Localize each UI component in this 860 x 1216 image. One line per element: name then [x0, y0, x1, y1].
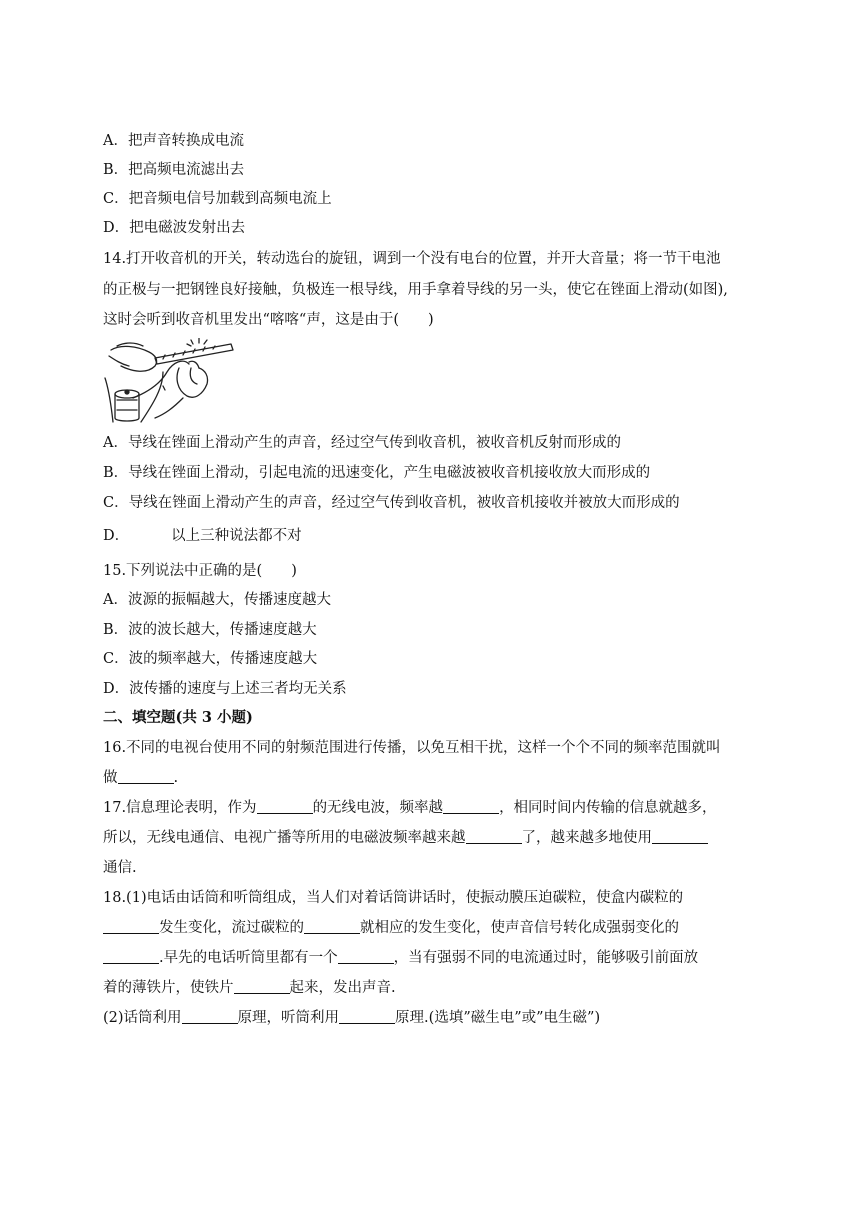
q13-option-b: B．把高频电流滤出去 [103, 162, 245, 178]
q18-line-1: 18.(1)电话由话筒和听筒组成，当人们对着话筒讲话时，使振动膜压迫碳粒，使盒内碳粒的 [103, 890, 684, 906]
answer-blank [443, 799, 499, 814]
q17-line-3: 通信. [103, 860, 137, 876]
answer-blank [118, 769, 174, 784]
q13-option-d: D．把电磁波发射出去 [103, 220, 246, 236]
answer-blank [182, 1009, 238, 1024]
answer-blank [103, 919, 159, 934]
q15-option-a: A．波源的振幅越大，传播速度越大 [103, 592, 331, 608]
q15-option-b: B．波的波长越大，传播速度越大 [103, 622, 317, 638]
q14-stem-line-1: 14.打开收音机的开关，转动选台的旋钮，调到一个没有电台的位置，并开大音量；将一节干电池 [103, 251, 721, 267]
q18-line-2: 发生变化，流过碳粒的 就相应的发生变化，使声音信号转化成强弱变化的 [103, 918, 679, 938]
q15-stem: 15.下列说法中正确的是( ) [103, 563, 297, 579]
q16-line-2: 做 . [103, 770, 179, 786]
q13-option-a: A．把声音转换成电流 [103, 133, 244, 149]
q14-stem-line-3: 这时会听到收音机里发出“喀喀“声，这是由于( ) [103, 312, 434, 328]
file-battery-illustration [103, 338, 235, 424]
q13-option-c: C．把音频电信号加载到高频电流上 [103, 191, 332, 207]
answer-blank [257, 799, 313, 814]
section-title: 二、填空题(共 3 小题) [103, 709, 253, 726]
q18-line-3: .早先的电话听筒里都有一个 ，当有强弱不同的电流通过时，能够吸引前面放 [103, 948, 698, 968]
q15-option-d: D．波传播的速度与上述三者均无关系 [103, 681, 347, 697]
q14-option-d: D． 以上三种说法都不对 [103, 528, 302, 544]
q16-line-1: 16.不同的电视台使用不同的射频范围进行传播，以免互相干扰，这样一个个不同的频率范围就叫 [103, 740, 721, 756]
q14-option-b: B．导线在锉面上滑动，引起电流的迅速变化，产生电磁波被收音机接收放大而形成的 [103, 465, 651, 481]
answer-blank [339, 1009, 395, 1024]
q14-option-a: A．导线在锉面上滑动产生的声音，经过空气传到收音机，被收音机反射而形成的 [103, 435, 621, 451]
q18-line-4: 着的薄铁片，使铁片 起来，发出声音. [103, 980, 396, 996]
q18-line-5: (2)话筒利用 原理，听筒利用 原理.(选填”磁生电”或”电生磁”) [103, 1010, 601, 1026]
answer-blank [234, 979, 290, 994]
answer-blank [304, 919, 360, 934]
q17-line-1: 17.信息理论表明，作为 的无线电波，频率越 ，相同时间内传输的信息就越多， [103, 800, 717, 816]
answer-blank [338, 949, 394, 964]
answer-blank [103, 949, 159, 964]
q17-line-2: 所以，无线电通信、电视广播等所用的电磁波频率越来越 了，越来越多地使用 [103, 828, 708, 848]
answer-blank [466, 829, 522, 844]
q14-stem-line-2: 的正极与一把钢锉良好接触，负极连一根导线，用手拿着导线的另一头，使它在锉面上滑动(如图), [103, 282, 728, 298]
q15-option-c: C．波的频率越大，传播速度越大 [103, 651, 318, 667]
answer-blank [652, 829, 708, 844]
q14-option-c: C．导线在锉面上滑动产生的声音，经过空气传到收音机，被收音机接收并被放大而形成的 [103, 495, 680, 511]
